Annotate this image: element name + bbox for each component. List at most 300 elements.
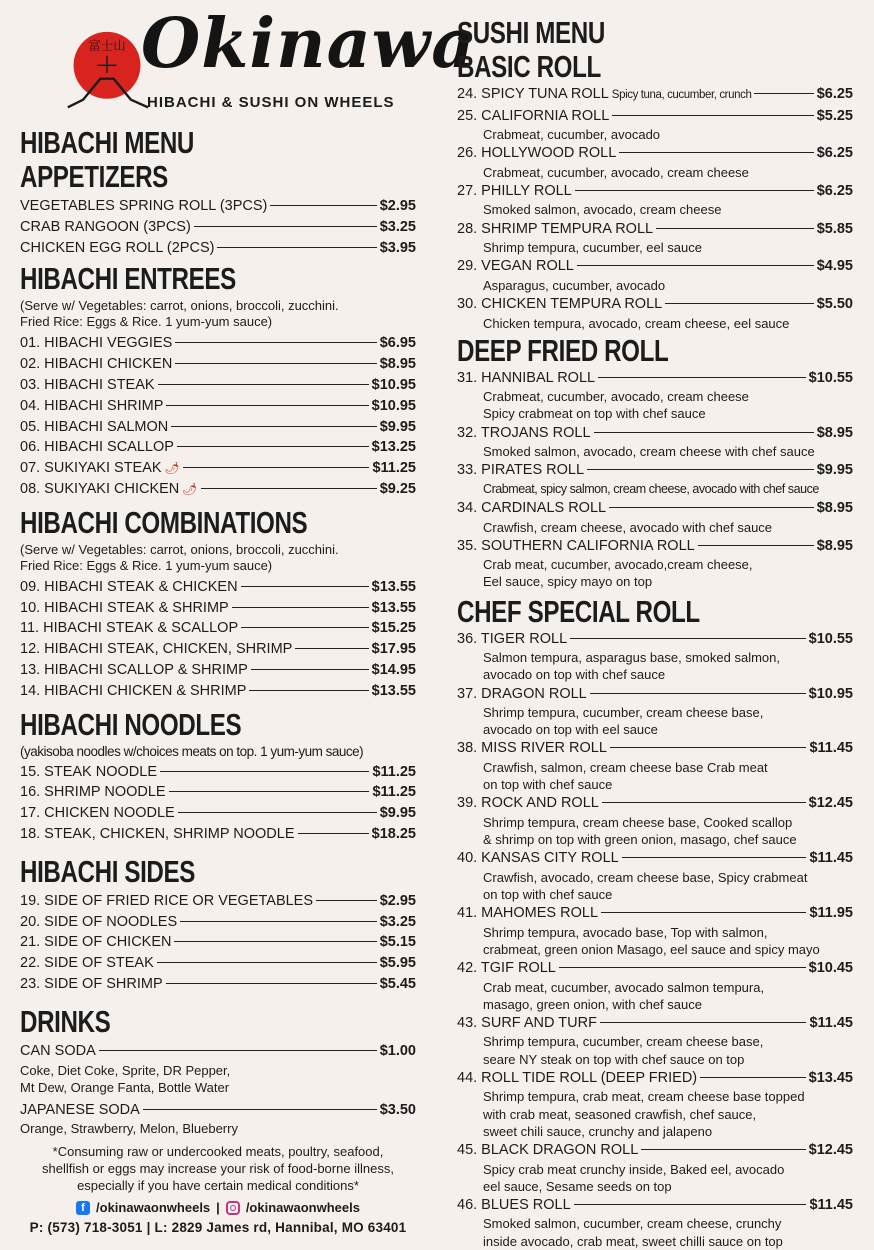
menu-item-row — [457, 536, 853, 557]
menu-item-price: $15.25 — [371, 620, 416, 637]
dot-leader — [295, 648, 368, 649]
basic-roll-list — [457, 84, 853, 332]
menu-item-row — [20, 238, 416, 259]
chili-pepper-icon: 🌶 — [164, 461, 180, 476]
disclaimer-line: shellfish or eggs may increase your risk of food-borne illness, — [42, 1161, 394, 1177]
menu-item-name: 17. CHICKEN NOODLE — [20, 805, 175, 822]
logo-kanji-top: 富士山 — [88, 38, 126, 54]
menu-item-name: 45. BLACK DRAGON ROLL — [457, 1142, 639, 1158]
menu-item-row — [457, 219, 853, 240]
dot-leader — [700, 1077, 806, 1078]
sides-title: HIBACHI SIDES — [20, 853, 195, 889]
dot-leader — [178, 812, 377, 813]
menu-item-name: 26. HOLLYWOOD ROLL — [457, 145, 617, 162]
disclaimer-line: especially if you have certain medical conditions* — [77, 1178, 359, 1194]
menu-item[interactable] — [20, 681, 416, 702]
menu-item-price: $8.95 — [379, 356, 416, 373]
dot-leader — [251, 669, 369, 670]
menu-item-name: 11. HIBACHI STEAK & SCALLOP — [20, 620, 239, 637]
menu-item-price: $10.55 — [808, 630, 853, 647]
menu-item-name: 23. SIDE OF SHRIMP — [20, 975, 163, 992]
menu-item[interactable] — [20, 479, 416, 500]
menu-item[interactable] — [457, 368, 853, 423]
dot-leader — [602, 802, 806, 803]
menu-item-row — [457, 181, 853, 202]
menu-item-description: inside avocado, crab meat, sweet chilli sauce on top — [483, 1233, 783, 1249]
menu-item-price: $3.25 — [379, 218, 416, 235]
menu-item-name: 44. ROLL TIDE ROLL (DEEP FRIED) — [457, 1069, 698, 1086]
mount-fuji-sun-icon — [64, 29, 150, 115]
menu-item-price: $11.25 — [372, 460, 416, 477]
menu-item-description: Coke, Diet Coke, Sprite, DR Pepper, — [20, 1062, 231, 1078]
brand-tagline: HIBACHI & SUSHI ON WHEELS — [147, 94, 395, 111]
menu-item-row — [20, 891, 416, 912]
menu-item-name: 24. SPICY TUNA ROLL — [457, 86, 609, 102]
disclaimer-line: *Consuming raw or undercooked meats, poultry, seafood, — [52, 1144, 384, 1160]
combinations-note-1: (Serve w/ Vegetables: carrot, onions, broccoli, zucchini. — [20, 541, 339, 557]
menu-item-row — [20, 375, 416, 396]
appetizers-title: APPETIZERS — [20, 159, 168, 194]
brand-name: Okinawa — [141, 4, 477, 84]
menu-item-description: Crabmeat, cucumber, avocado, cream cheese — [483, 389, 749, 405]
entrees-note-2: Fried Rice: Eggs & Rice. 1 yum-yum sauce) — [20, 314, 273, 330]
menu-item[interactable] — [457, 219, 853, 257]
menu-item-price: $13.45 — [808, 1069, 853, 1086]
menu-item-row — [457, 793, 853, 814]
menu-item-price: $3.25 — [379, 913, 416, 930]
dot-leader — [656, 228, 814, 229]
menu-item[interactable] — [20, 196, 416, 217]
menu-item-description: Crawfish, avocado, cream cheese base, Spicy crabmeat — [483, 869, 808, 885]
menu-item-price: $4.95 — [816, 258, 853, 275]
menu-item[interactable] — [20, 577, 416, 598]
menu-item-price: $9.25 — [379, 480, 416, 497]
food-safety-disclaimer — [20, 1143, 416, 1194]
menu-item-price: $9.95 — [379, 805, 416, 822]
menu-item-name: 16. SHRIMP NOODLE — [20, 784, 166, 801]
menu-item-row — [457, 1195, 853, 1216]
menu-item-price: $11.45 — [809, 850, 853, 867]
menu-item[interactable] — [20, 618, 416, 639]
dot-leader — [194, 226, 377, 227]
menu-item-name: 07. SUKIYAKI STEAK — [20, 460, 162, 477]
menu-item-description: Crabmeat, cucumber, avocado — [483, 127, 661, 142]
facebook-handle[interactable]: /okinawaonwheels — [96, 1200, 211, 1216]
menu-item-row — [20, 217, 416, 238]
menu-item-row — [20, 824, 416, 845]
menu-item[interactable] — [457, 498, 853, 536]
menu-item-price: $6.25 — [816, 182, 853, 199]
dot-leader — [270, 205, 376, 206]
menu-item-row — [20, 458, 416, 479]
menu-item-row — [20, 1100, 416, 1121]
drinks-title: DRINKS — [20, 1003, 111, 1039]
menu-item-price: $10.95 — [371, 376, 416, 393]
menu-item-price: $6.25 — [816, 145, 853, 162]
combinations-note-2: Fried Rice: Eggs & Rice. 1 yum-yum sauce) — [20, 557, 273, 573]
menu-item-description: Shrimp tempura, cucumber, eel sauce — [483, 240, 702, 256]
menu-item-price: $11.45 — [809, 1196, 853, 1213]
menu-item-row — [20, 598, 416, 619]
social-links — [20, 1200, 416, 1215]
menu-item-name: 42. TGIF ROLL — [457, 960, 556, 977]
left-column — [20, 0, 477, 1236]
menu-item-name: 37. DRAGON ROLL — [457, 685, 587, 702]
menu-item-name: 27. PHILLY ROLL — [457, 182, 572, 199]
menu-item-row — [457, 84, 853, 106]
menu-item-row — [457, 256, 853, 277]
menu-item[interactable] — [457, 903, 853, 958]
menu-item-row — [20, 577, 416, 598]
menu-item-name: 14. HIBACHI CHICKEN & SHRIMP — [20, 682, 247, 699]
menu-item-description: Shrimp tempura, cream cheese base, Cooked scallop — [483, 814, 793, 830]
menu-item-price: $11.95 — [809, 905, 853, 922]
menu-item-name: 01. HIBACHI VEGGIES — [20, 335, 173, 352]
menu-item[interactable] — [20, 912, 416, 933]
menu-item-name: 03. HIBACHI STEAK — [20, 376, 155, 393]
menu-item-price: $13.25 — [371, 439, 416, 456]
menu-item-description: Shrimp tempura, avocado base, Top with salmon, — [483, 924, 768, 940]
menu-item-price: $11.25 — [372, 784, 416, 801]
menu-item[interactable] — [20, 396, 416, 417]
menu-item-price: $11.45 — [809, 740, 853, 757]
menu-item-description: on top with chef sauce — [483, 777, 613, 793]
menu-item-price: $1.00 — [379, 1042, 416, 1059]
menu-item[interactable] — [457, 1013, 853, 1068]
menu-item-name: 33. PIRATES ROLL — [457, 462, 585, 479]
menu-item-row — [457, 1013, 853, 1034]
social-separator: | — [216, 1200, 220, 1216]
menu-item-row — [20, 396, 416, 417]
menu-item-description: with crab meat, seasoned crawfish, chef sauce, — [483, 1106, 757, 1122]
menu-item[interactable] — [20, 1041, 416, 1096]
menu-item[interactable] — [457, 1195, 853, 1250]
menu-item-row — [20, 333, 416, 354]
menu-item-name: JAPANESE SODA — [20, 1101, 140, 1118]
menu-item-name: 29. VEGAN ROLL — [457, 258, 574, 275]
menu-item[interactable] — [457, 181, 853, 219]
menu-item-name: 09. HIBACHI STEAK & CHICKEN — [20, 578, 238, 595]
menu-item[interactable] — [457, 848, 853, 903]
menu-item[interactable] — [20, 974, 416, 995]
menu-item-description: Crabmeat, cucumber, avocado, cream cheese — [483, 164, 749, 180]
menu-item-description: Smoked salmon, avocado, cream cheese with chef sauce — [483, 444, 815, 460]
menu-item-price: $5.50 — [816, 296, 853, 313]
menu-item-row — [457, 143, 853, 164]
menu-item-name: 32. TROJANS ROLL — [457, 424, 591, 441]
menu-item-price: $3.50 — [379, 1101, 416, 1118]
menu-item[interactable] — [457, 958, 853, 1013]
menu-item-row — [457, 848, 853, 869]
deep-fried-roll-list — [457, 368, 853, 591]
menu-item-description: Shrimp tempura, cucumber, cream cheese base, — [483, 1034, 764, 1050]
menu-item-name: 06. HIBACHI SCALLOP — [20, 439, 174, 456]
dot-leader — [201, 488, 377, 489]
dot-leader — [665, 303, 813, 304]
menu-item-price: $18.25 — [371, 825, 416, 842]
menu-item-row — [20, 618, 416, 639]
chili-pepper-icon: 🌶 — [182, 481, 198, 496]
menu-item-price: $11.25 — [372, 763, 416, 780]
dot-leader — [157, 962, 377, 963]
menu-item-row — [20, 196, 416, 217]
menu-item-price: $5.45 — [379, 975, 416, 992]
menu-item[interactable] — [20, 660, 416, 681]
dot-leader — [174, 941, 376, 942]
menu-item-row — [457, 423, 853, 444]
menu-item-description: Crab meat, cucumber, avocado salmon tempura, — [483, 979, 765, 995]
menu-item-price: $8.95 — [816, 537, 853, 554]
menu-item[interactable] — [457, 256, 853, 294]
appetizers-list — [20, 196, 416, 258]
right-column — [457, 16, 853, 1250]
menu-item[interactable] — [457, 1068, 853, 1140]
menu-item-description: Crabmeat, spicy salmon, cream cheese, avocado with chef sauce — [483, 481, 819, 496]
dot-leader — [183, 467, 370, 468]
menu-item-name: 04. HIBACHI SHRIMP — [20, 397, 164, 414]
menu-item[interactable] — [20, 217, 416, 238]
menu-item-price: $10.95 — [371, 397, 416, 414]
menu-item-row — [20, 639, 416, 660]
menu-item-description: Spicy crab meat crunchy inside, Baked eel, avocado — [483, 1161, 785, 1177]
menu-item-price: $12.45 — [808, 1142, 853, 1158]
deep-fried-roll-title: DEEP FRIED ROLL — [457, 332, 669, 368]
dot-leader — [241, 586, 369, 587]
menu-item-name: 18. STEAK, CHICKEN, SHRIMP NOODLE — [20, 825, 295, 842]
menu-item-row — [457, 903, 853, 924]
menu-item-price: $5.15 — [379, 934, 416, 951]
menu-item-description: Asparagus, cucumber, avocado — [483, 277, 666, 293]
menu-item[interactable] — [457, 536, 853, 591]
dot-leader — [590, 693, 806, 694]
menu-item-row — [457, 684, 853, 705]
menu-item-row — [457, 958, 853, 979]
menu-item-description: Mt Dew, Orange Fanta, Bottle Water — [20, 1079, 230, 1095]
menu-item-row — [457, 1140, 853, 1161]
menu-item-description: Crawfish, salmon, cream cheese base Crab meat — [483, 759, 768, 775]
menu-item-description: seare NY steak on top with chef sauce on top — [483, 1051, 745, 1067]
dot-leader — [698, 545, 814, 546]
dot-leader — [166, 405, 368, 406]
dot-leader — [600, 1022, 807, 1023]
dot-leader — [622, 857, 807, 858]
dot-leader — [143, 1109, 377, 1110]
chef-special-roll-title: CHEF SPECIAL ROLL — [457, 593, 700, 629]
menu-item-price: $13.55 — [371, 599, 416, 616]
menu-item-description: Smoked salmon, avocado, cream cheese — [483, 202, 722, 218]
menu-item-name: 35. SOUTHERN CALIFORNIA ROLL — [457, 537, 695, 554]
menu-item[interactable] — [457, 793, 853, 848]
instagram-icon — [226, 1201, 240, 1215]
menu-item-description: eel sauce, Sesame seeds on top — [483, 1178, 672, 1194]
menu-item-row — [20, 912, 416, 933]
menu-item-description: Salmon tempura, asparagus base, smoked salmon, — [483, 650, 780, 666]
menu-item-description: avocado on top with chef sauce — [483, 667, 666, 683]
dot-leader — [612, 115, 813, 116]
entrees-list — [20, 333, 416, 499]
menu-item-row — [457, 460, 853, 481]
menu-item[interactable] — [457, 106, 853, 144]
menu-item-row — [457, 294, 853, 315]
menu-item[interactable] — [457, 738, 853, 793]
menu-item[interactable] — [20, 824, 416, 845]
menu-item-name: 34. CARDINALS ROLL — [457, 500, 607, 517]
chef-special-roll-list — [457, 629, 853, 1250]
menu-item-row — [20, 974, 416, 995]
menu-item-name: 21. SIDE OF CHICKEN — [20, 934, 172, 951]
menu-item[interactable] — [20, 803, 416, 824]
menu-item-description: Shrimp tempura, cucumber, cream cheese base, — [483, 705, 764, 721]
menu-item[interactable] — [20, 375, 416, 396]
menu-item[interactable] — [20, 437, 416, 458]
dot-leader — [601, 912, 806, 913]
dot-leader — [158, 384, 369, 385]
menu-item-description: sweet chili sauce, crunchy and jalapeno — [483, 1123, 713, 1139]
menu-item-row — [20, 354, 416, 375]
dot-leader — [298, 833, 369, 834]
dot-leader — [249, 690, 368, 691]
menu-item-row — [457, 368, 853, 389]
menu-item[interactable] — [20, 354, 416, 375]
facebook-icon: f — [76, 1201, 90, 1215]
sushi-menu-title: SUSHI MENU — [457, 15, 605, 50]
menu-item-name: 20. SIDE OF NOODLES — [20, 913, 178, 930]
menu-item[interactable] — [20, 639, 416, 660]
menu-item[interactable] — [20, 598, 416, 619]
menu-item[interactable] — [457, 1140, 853, 1195]
menu-item-description: Crawfish, cream cheese, avocado with chef sauce — [483, 519, 773, 535]
menu-item-name: CHICKEN EGG ROLL (2PCS) — [20, 239, 215, 256]
menu-item-name: 41. MAHOMES ROLL — [457, 905, 599, 922]
entrees-note-1: (Serve w/ Vegetables: carrot, onions, broccoli, zucchini. — [20, 298, 339, 314]
menu-item[interactable] — [457, 143, 853, 181]
menu-item-description: Chicken tempura, avocado, cream cheese, eel sauce — [483, 315, 790, 331]
menu-item-price: $8.95 — [816, 500, 853, 517]
menu-item-name: 46. BLUES ROLL — [457, 1196, 571, 1213]
dot-leader — [217, 247, 376, 248]
noodles-title: HIBACHI NOODLES — [20, 706, 242, 742]
menu-item-row — [20, 417, 416, 438]
dot-leader — [177, 446, 369, 447]
menu-item[interactable] — [20, 782, 416, 803]
menu-item-name: 05. HIBACHI SALMON — [20, 418, 169, 435]
menu-item[interactable] — [457, 629, 853, 684]
menu-item-row — [20, 660, 416, 681]
menu-item[interactable] — [457, 460, 853, 498]
menu-item[interactable] — [20, 762, 416, 783]
combinations-title: HIBACHI COMBINATIONS — [20, 504, 308, 540]
menu-item-name: 43. SURF AND TURF — [457, 1014, 597, 1031]
menu-item-price: $6.25 — [816, 86, 853, 102]
menu-item-name: 39. ROCK AND ROLL — [457, 795, 599, 812]
menu-item-price: $5.85 — [816, 220, 853, 237]
dot-leader — [175, 342, 376, 343]
dot-leader — [166, 983, 377, 984]
menu-item-row — [457, 1068, 853, 1089]
menu-item-price: $10.95 — [808, 685, 853, 702]
sides-list — [20, 891, 416, 995]
menu-item-name: 08. SUKIYAKI CHICKEN — [20, 480, 180, 497]
menu-item[interactable] — [457, 294, 853, 332]
menu-item-row — [20, 1041, 416, 1062]
menu-item-description: crabmeat, green onion Masago, eel sauce and spicy mayo — [483, 941, 820, 957]
menu-item-name: 38. MISS RIVER ROLL — [457, 740, 607, 757]
dot-leader — [171, 426, 376, 427]
menu-item-name: 28. SHRIMP TEMPURA ROLL — [457, 220, 654, 237]
menu-item[interactable] — [20, 458, 416, 479]
menu-item-name: 02. HIBACHI CHICKEN — [20, 356, 173, 373]
menu-item[interactable] — [20, 1100, 416, 1138]
menu-item-description: avocado on top with eel sauce — [483, 722, 658, 738]
menu-item-row — [20, 762, 416, 783]
dot-leader — [754, 93, 813, 94]
combinations-list — [20, 577, 416, 702]
dot-leader — [559, 967, 806, 968]
dot-leader — [598, 377, 806, 378]
menu-item-name: 36. TIGER ROLL — [457, 630, 568, 647]
menu-item-price: $5.95 — [379, 955, 416, 972]
dot-leader — [641, 1149, 805, 1150]
dot-leader — [180, 921, 377, 922]
menu-item-name: VEGETABLES SPRING ROLL (3PCS) — [20, 198, 268, 214]
menu-item[interactable] — [20, 932, 416, 953]
dot-leader — [99, 1050, 377, 1051]
menu-item-price: $5.25 — [816, 107, 853, 124]
entrees-title: HIBACHI ENTREES — [20, 261, 236, 297]
menu-item-price: $2.95 — [379, 892, 416, 909]
menu-item-price: $14.95 — [371, 661, 416, 678]
menu-item-price: $12.45 — [808, 795, 853, 812]
menu-item[interactable] — [20, 417, 416, 438]
menu-item-row — [457, 106, 853, 127]
menu-item-name: 31. HANNIBAL ROLL — [457, 369, 596, 386]
menu-item[interactable] — [457, 684, 853, 739]
menu-item-name: 13. HIBACHI SCALLOP & SHRIMP — [20, 661, 248, 678]
menu-item[interactable] — [20, 333, 416, 354]
basic-roll-title: BASIC ROLL — [457, 49, 601, 84]
menu-item[interactable] — [20, 891, 416, 912]
hibachi-menu-title: HIBACHI MENU — [20, 125, 194, 160]
menu-item-row — [457, 738, 853, 759]
menu-item[interactable] — [457, 84, 853, 106]
drinks-list — [20, 1041, 416, 1138]
dot-leader — [169, 791, 370, 792]
instagram-handle[interactable]: /okinawaonwheels — [245, 1200, 360, 1216]
menu-item-price: $17.95 — [371, 641, 416, 658]
menu-item-inline-desc: Spicy tuna, cucumber, crunch — [611, 89, 752, 101]
menu-item-name: CAN SODA — [20, 1042, 96, 1059]
dot-leader — [587, 469, 814, 470]
menu-item-price: $9.95 — [379, 418, 416, 435]
dot-leader — [609, 507, 814, 508]
menu-item-price: $9.95 — [816, 462, 853, 479]
menu-item-price: $13.55 — [371, 578, 416, 595]
menu-item-row — [20, 782, 416, 803]
menu-item-row — [457, 629, 853, 650]
menu-item-name: 30. CHICKEN TEMPURA ROLL — [457, 296, 663, 313]
menu-item-row — [20, 803, 416, 824]
dot-leader — [232, 607, 369, 608]
menu-item-description: Orange, Strawberry, Melon, Blueberry — [20, 1121, 238, 1137]
menu-item[interactable] — [20, 953, 416, 974]
menu-item[interactable] — [457, 423, 853, 461]
menu-item-price: $13.55 — [371, 682, 416, 699]
menu-item-name: 25. CALIFORNIA ROLL — [457, 107, 610, 124]
menu-item-description: Spicy crabmeat on top with chef sauce — [483, 406, 706, 422]
dot-leader — [241, 627, 369, 628]
menu-item[interactable] — [20, 238, 416, 259]
menu-item-name: 40. KANSAS CITY ROLL — [457, 850, 619, 867]
